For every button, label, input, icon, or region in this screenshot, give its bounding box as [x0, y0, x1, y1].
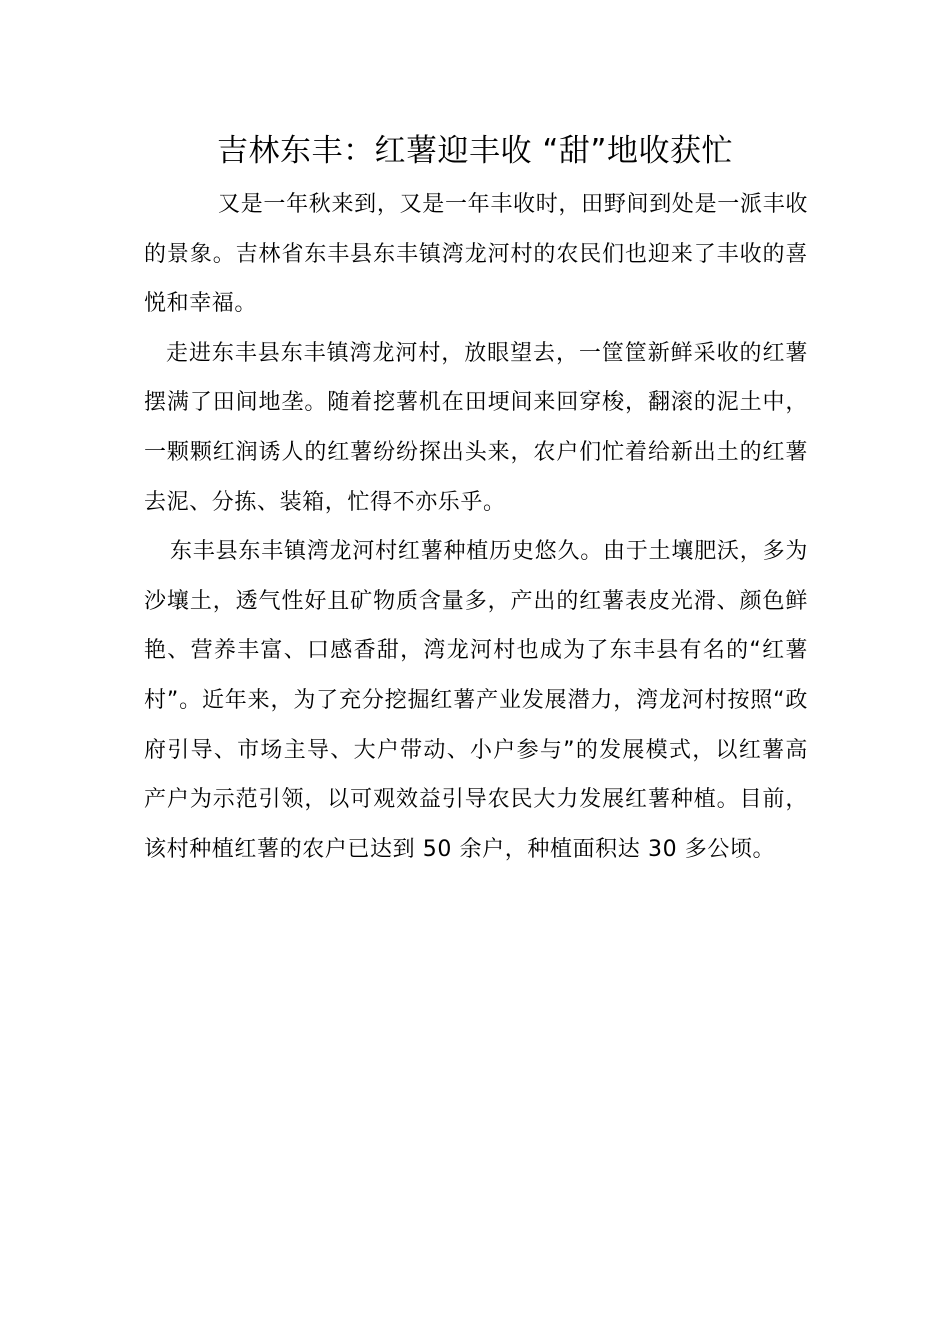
paragraph-intro: 又是一年秋来到，又是一年丰收时，田野间到处是一派丰收的景象。吉林省东丰县东丰镇湾龙河村的农民们也迎来了丰收的喜悦和幸福。	[144, 192, 808, 317]
paragraph-village-history: 东丰县东丰镇湾龙河村红薯种植历史悠久。由于土壤肥沃，多为沙壤土，透气性好且矿物质含量多，产出的红薯表皮光滑、颜色鲜艳、营养丰富、口感香甜，湾龙河村也成为了东丰县有名的“红薯村”。近年来，为了充分挖掘红薯产业发展潜力，湾龙河村按照“政府引导、市场主导、大户带动、小户参与”的发展模式，以红薯高产户为示范引领，以可观效益引导农民大力发展红薯种植。目前，该村种植红薯的农户已达到 50 余户，种植面积达 30 多公顷。	[144, 539, 808, 862]
document-body	[144, 180, 808, 874]
paragraph-harvest-scene: 走进东丰县东丰镇湾龙河村，放眼望去，一筐筐新鲜采收的红薯摆满了田间地垄。随着挖薯机在田埂间来回穿梭，翻滚的泥土中，一颗颗红润诱人的红薯纷纷探出头来，农户们忙着给新出土的红薯去泥、分拣、装箱，忙得不亦乐乎。	[144, 340, 808, 515]
document-title: 吉林东丰：红薯迎丰收 “甜”地收获忙	[217, 133, 733, 169]
